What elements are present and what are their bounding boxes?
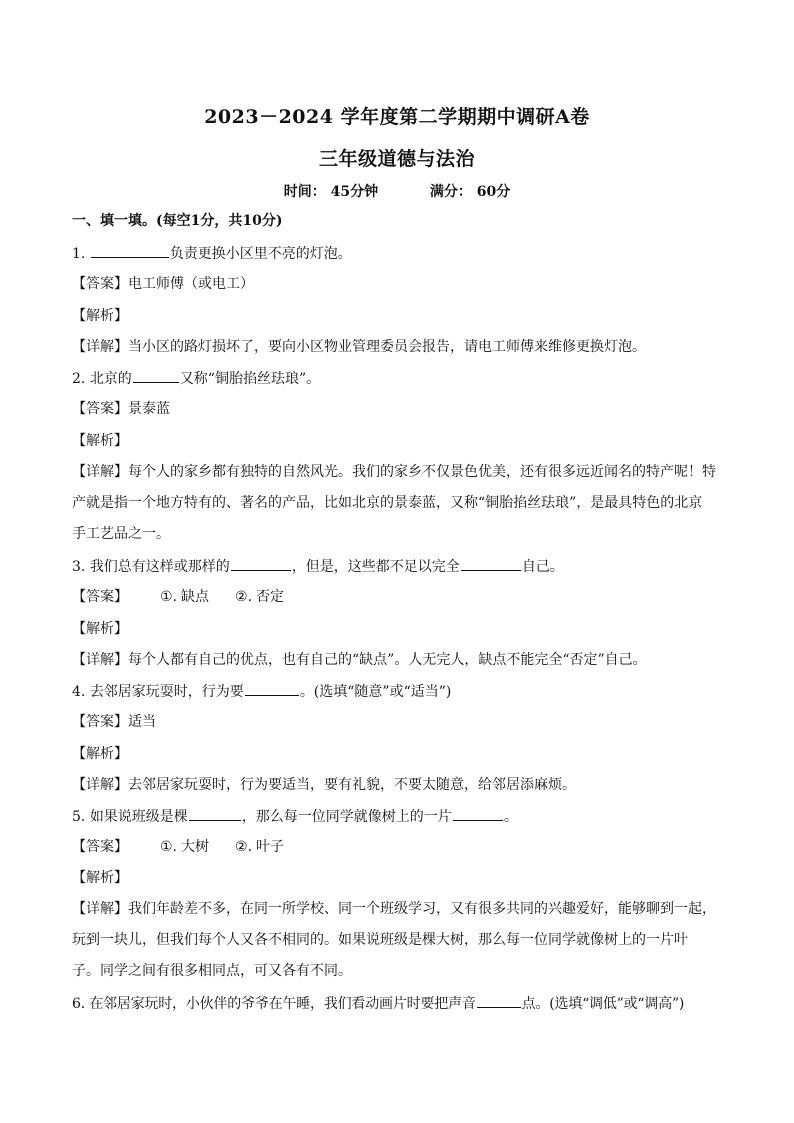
answer-blank — [189, 806, 241, 821]
question-4 — [72, 681, 451, 702]
detail-row — [72, 337, 646, 357]
answer-text: 叶子 — [256, 839, 285, 855]
answer-tag: 【答案】 — [72, 401, 128, 417]
question-number: 1. — [72, 246, 86, 262]
exam-meta — [0, 181, 794, 201]
answer-blank — [91, 243, 169, 258]
answer-tag: 【答案】 — [72, 276, 128, 292]
detail-tag: 【详解】 — [72, 339, 128, 355]
detail-tag: 【详解】 — [72, 464, 128, 480]
detail-row — [72, 899, 716, 919]
answer-text: 大树 — [181, 839, 210, 855]
answer-row — [72, 399, 170, 419]
answer-blank — [231, 556, 291, 571]
question-number: 2. — [72, 371, 86, 387]
answer-text: 否定 — [256, 589, 285, 605]
question-text: 如果说班级是棵 — [89, 809, 188, 825]
detail-tag: 【详解】 — [72, 901, 128, 917]
answer-blank — [133, 368, 179, 383]
answer-row — [72, 837, 284, 857]
time-label: 时间： — [283, 184, 326, 200]
question-text: 又称“铜胎掐丝珐琅”。 — [179, 371, 321, 387]
time-value: 45分钟 — [330, 184, 379, 200]
question-text: 去邻居家玩耍时，行为要 — [89, 684, 244, 700]
answer-text: 适当 — [128, 714, 156, 730]
exam-subject: 三年级道德与法治 — [318, 148, 475, 170]
answer-marker-1: ①. — [160, 589, 178, 605]
answer-blank — [477, 993, 521, 1008]
answer-text: 景泰蓝 — [128, 401, 170, 417]
question-number: 6. — [72, 996, 85, 1012]
answer-blank — [245, 681, 299, 696]
question-text: 在邻居家玩时，小伙伴的爷爷在午睡，我们看动画片时要把声音 — [89, 996, 476, 1012]
question-text: 。 — [503, 809, 518, 825]
question-text: 点。(选填“调低”或“调高”) — [521, 996, 685, 1012]
question-text: ，那么每一位同学就像树上的一片 — [241, 809, 452, 825]
detail-text: 子。同学之间有很多相同点，可又各有不同。 — [72, 963, 352, 979]
analysis-tag: 【解析】 — [72, 746, 128, 762]
answer-tag: 【答案】 — [72, 589, 128, 605]
question-3 — [72, 556, 564, 577]
question-1 — [72, 243, 352, 264]
detail-text: 产就是指一个地方特有的、著名的产品，比如北京的景泰蓝，又称“铜胎掐丝珐琅”，是最具特色的北京 — [72, 495, 703, 511]
detail-text: 每个人都有自己的优点，也有自己的“缺点”。人无完人，缺点不能完全“否定”自己。 — [128, 652, 647, 668]
exam-title: 2023－2024 学年度第二学期期中调研A卷 — [204, 106, 590, 128]
detail-text: 玩到一块儿，但我们每个人又各不相同的。如果说班级是棵大树，那么每一位同学就像树上的一片叶 — [72, 932, 688, 948]
answer-row — [72, 587, 284, 607]
question-text: 。(选填“随意”或“适当”) — [299, 684, 452, 700]
section-heading: 一、填一填。(每空1分，共10分) — [72, 213, 283, 229]
score-label: 满分： — [429, 184, 472, 200]
analysis-tag: 【解析】 — [72, 870, 128, 886]
question-text: 北京的 — [89, 371, 132, 387]
detail-text: 当小区的路灯损坏了，要向小区物业管理委员会报告，请电工师傅来维修更换灯泡。 — [128, 339, 646, 355]
answer-blank — [453, 806, 503, 821]
answer-tag: 【答案】 — [72, 714, 128, 730]
detail-row — [72, 775, 576, 795]
answer-blank — [461, 556, 521, 571]
question-text: 自己。 — [521, 559, 564, 575]
answer-marker-2: ②. — [235, 589, 253, 605]
analysis-tag: 【解析】 — [72, 433, 128, 449]
detail-row — [72, 462, 716, 482]
detail-tag: 【详解】 — [72, 777, 128, 793]
question-number: 5. — [72, 809, 86, 825]
answer-tag: 【答案】 — [72, 839, 128, 855]
question-text: ，但是，这些都不足以完全 — [291, 559, 460, 575]
score-value: 60分 — [476, 184, 511, 200]
answer-marker-1: ①. — [160, 839, 178, 855]
question-number: 3. — [72, 559, 86, 575]
analysis-tag: 【解析】 — [72, 308, 128, 324]
question-5 — [72, 806, 518, 827]
detail-text: 去邻居家玩耍时，行为要适当，要有礼貌，不要太随意，给邻居添麻烦。 — [128, 777, 576, 793]
detail-row — [72, 650, 647, 670]
answer-row — [72, 712, 156, 732]
question-6 — [72, 993, 684, 1014]
question-text: 负责更换小区里不亮的灯泡。 — [169, 246, 352, 262]
answer-marker-2: ②. — [235, 839, 253, 855]
answer-text: 缺点 — [181, 589, 210, 605]
detail-tag: 【详解】 — [72, 652, 128, 668]
answer-row — [72, 274, 254, 294]
question-number: 4. — [72, 684, 86, 700]
answer-text: 电工师傅（或电工） — [128, 276, 254, 292]
detail-text: 每个人的家乡都有独特的自然风光。我们的家乡不仅景色优美，还有很多远近闻名的特产呢！特 — [128, 464, 716, 480]
detail-text: 我们年龄差不多，在同一所学校、同一个班级学习，又有很多共同的兴趣爱好，能够聊到一起， — [128, 901, 716, 917]
question-2 — [72, 368, 320, 389]
question-text: 我们总有这样或那样的 — [89, 559, 230, 575]
detail-text: 手工艺品之一。 — [72, 526, 170, 542]
analysis-tag: 【解析】 — [72, 621, 128, 637]
